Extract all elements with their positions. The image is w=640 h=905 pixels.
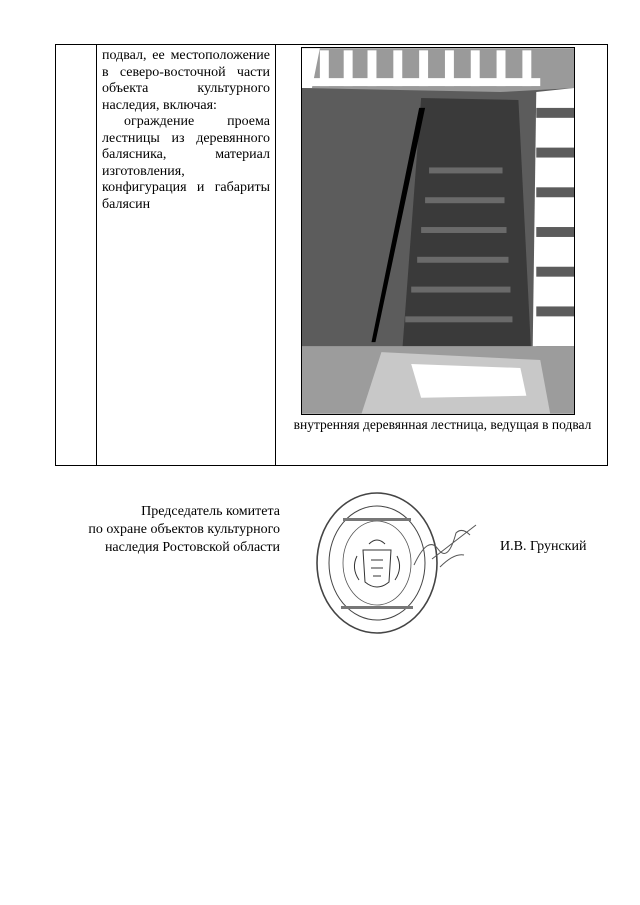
- signer-title: [40, 503, 280, 557]
- signer-title-line-2: по охране объектов культурного: [88, 522, 280, 537]
- signer-title-line-1: Председатель комитета: [141, 504, 280, 519]
- description-cell: [102, 48, 270, 213]
- description-paragraph-2: ограждение проема лестницы из деревянного балясника, материал изготовления, конфигурация и габариты балясин: [102, 114, 270, 212]
- signer-title-line-3: наследия Ростовской области: [104, 540, 280, 555]
- table-column-divider-1: [96, 45, 97, 465]
- staircase-photo: [301, 47, 575, 415]
- signature-icon: [410, 515, 480, 575]
- description-paragraph-1: подвал, ее местоположение в северо-восточной части объекта культурного наследия, включая:: [102, 48, 270, 113]
- photo-caption: внутренняя деревянная лестница, ведущая в подвал: [293, 417, 592, 432]
- table-column-divider-2: [275, 45, 276, 465]
- signer-name: И.В. Грунский: [500, 539, 587, 554]
